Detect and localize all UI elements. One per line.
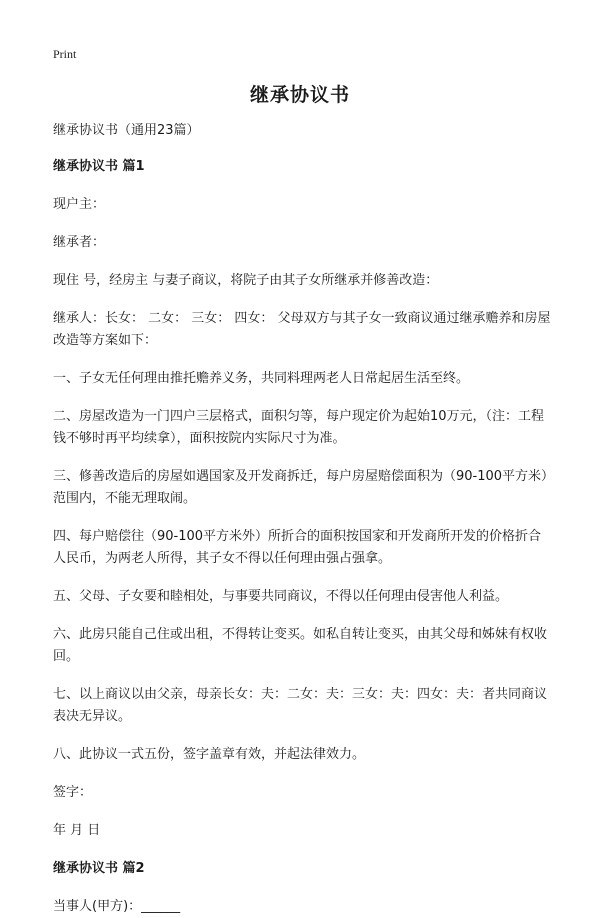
page-title: 继承协议书 — [249, 84, 350, 106]
clause-7: 七、以上商议以由父亲，母亲长女：夫：二女：夫：三女：夫：四女：夫：者共同商议表决无异议。 — [53, 687, 548, 724]
signature-line: 签字： — [53, 785, 93, 800]
section-heading-2: 继承协议书 篇2 — [53, 861, 145, 876]
party-a-line: 当事人(甲方)：______ — [53, 899, 181, 914]
document-subtitle: 继承协议书（通用23篇） — [53, 123, 200, 138]
section-heading-1: 继承协议书 篇1 — [53, 159, 145, 174]
paragraph-household-head: 现户主： — [53, 197, 106, 212]
clause-4: 四、每户赔偿往（90-100平方米外）所折合的面积按国家和开发商所开发的价格折合人民币，为两老人所得，其子女不得以任何理由强占强拿。 — [53, 529, 542, 566]
clause-6: 六、此房只能自己住或出租，不得转让变买。如私自转让变买，由其父母和姊妹有权收回。 — [53, 627, 548, 664]
document-body — [53, 120, 553, 918]
clause-1: 一、子女无任何理由推托赡养义务，共同料理两老人日常起居生活至终。 — [53, 371, 470, 386]
paragraph-residence: 现住 号，经房主 与妻子商议，将院子由其子女所继承并修善改造： — [53, 273, 439, 288]
clause-8: 八、此协议一式五份，签字盖章有效，并起法律效力。 — [53, 747, 366, 762]
clause-2: 二、房屋改造为一门四户三层格式，面积匀等，每户现定价为起始10万元，（注：工程钱不够时再平均续拿），面积按院内实际尺寸为准。 — [53, 409, 545, 446]
clause-5: 五、父母、子女要和睦相处，与事要共同商议，不得以任何理由侵害他人利益。 — [53, 589, 509, 604]
paragraph-heirs-list: 继承人：长女： 二女： 三女： 四女： 父母双方与其子女一致商议通过继承赡养和房屋改造等方案如下： — [53, 311, 551, 348]
clause-3: 三、修善改造后的房屋如遇国家及开发商拆迁，每户房屋赔偿面积为（90-100平方米）范围内，不能无理取闹。 — [53, 469, 548, 506]
paragraph-heir: 继承者： — [53, 235, 106, 250]
date-line: 年 月 日 — [53, 823, 101, 838]
print-link[interactable]: Print — [53, 47, 77, 61]
